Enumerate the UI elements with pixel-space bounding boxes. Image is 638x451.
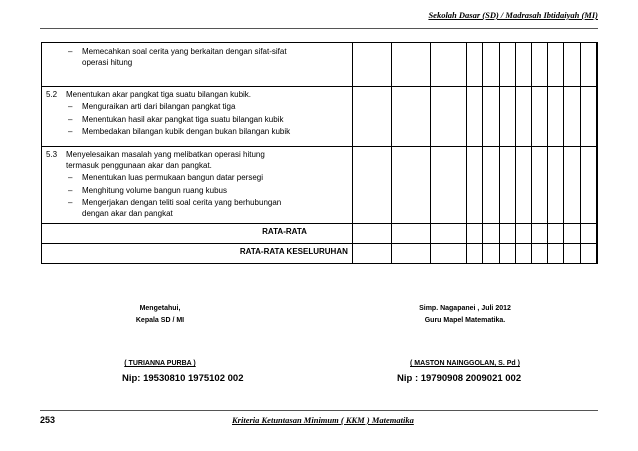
competency-title: Menentukan akar pangkat tiga suatu bilangan kubik.: [66, 90, 252, 99]
right-signature-block: [380, 303, 550, 327]
footer-title: Kriteria Ketuntasan Minimum ( KKM ) Matematika: [232, 415, 414, 425]
acknowledgement-label: Mengetahui,: [139, 305, 181, 312]
bullet-dash: –: [68, 198, 73, 207]
table-row: [42, 147, 598, 224]
table-row: [42, 43, 598, 87]
indicator-text: Membedakan bilangan kubik dengan bukan bilangan kubik: [82, 127, 291, 136]
document-header-title: Sekolah Dasar (SD) / Madrasah Ibtidaiyah (MI): [428, 10, 598, 20]
bullet-dash: –: [68, 127, 73, 136]
bullet-dash: –: [68, 173, 73, 182]
header-rule: [40, 28, 598, 29]
indicator-text: Menentukan hasil akar pangkat tiga suatu bilangan kubik: [82, 114, 284, 124]
teacher-title: Guru Mapel Matematika.: [424, 317, 506, 324]
principal-title: Kepala SD / MI: [135, 317, 185, 324]
principal-nip: Nip: 19530810 1975102 002: [122, 373, 244, 384]
competency-number: 5.3: [46, 150, 58, 159]
competency-number: 5.2: [46, 90, 58, 99]
indicator-cell: [42, 43, 353, 87]
table-row: [42, 224, 598, 244]
bullet-dash: –: [68, 47, 73, 56]
principal-name: ( TURIANNA PURBA ): [124, 360, 196, 367]
indicator-text: Menguraikan arti dari bilangan pangkat tiga: [82, 102, 236, 111]
bullet-dash: –: [68, 185, 73, 195]
indicator-text: Memecahkan soal cerita yang berkaitan dengan sifat-sifat operasi hitung: [82, 47, 287, 67]
footer-rule: [40, 410, 598, 411]
bullet-dash: –: [68, 102, 73, 111]
left-signature-block: [95, 303, 225, 327]
teacher-name: ( MASTON NAINGGOLAN, S. Pd ): [410, 360, 520, 367]
criteria-table: [41, 42, 598, 264]
rata-rata-keseluruhan-label: RATA-RATA KESELURUHAN: [42, 244, 353, 264]
indicator-text: Menentukan luas permukaan bangun datar persegi: [82, 173, 264, 182]
table-row: [42, 244, 598, 264]
bullet-dash: –: [68, 114, 73, 124]
page-number: 253: [40, 415, 56, 425]
place-date: Simp. Nagapanei , Juli 2012: [419, 305, 511, 312]
table-row: [42, 87, 598, 147]
teacher-nip: Nip : 19790908 2009021 002: [397, 373, 522, 384]
competency-5-3-cell: [42, 147, 353, 224]
competency-5-2-cell: [42, 87, 353, 147]
competency-title: Menyelesaikan masalah yang melibatkan operasi hitung termasuk penggunaan akar dan pangkat.: [66, 150, 265, 170]
rata-rata-label: RATA-RATA: [42, 224, 353, 244]
indicator-text: Menghitung volume bangun ruang kubus: [82, 185, 227, 195]
indicator-text: Mengerjakan dengan teliti soal cerita yang berhubungan dengan akar dan pangkat: [82, 198, 282, 218]
